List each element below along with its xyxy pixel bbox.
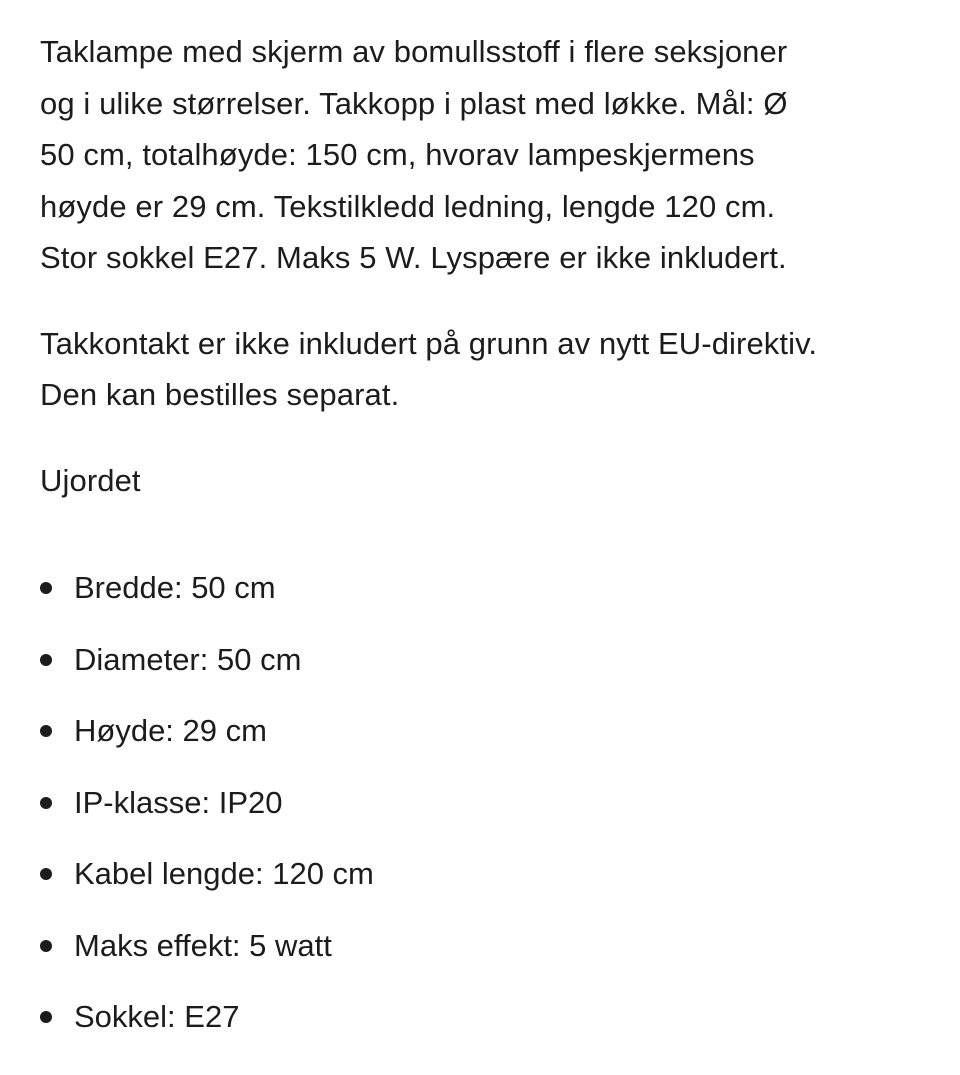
- spec-item-ip-class: [40, 777, 940, 849]
- bullet-icon: [40, 725, 52, 737]
- product-description: [40, 26, 940, 1063]
- description-line: Den kan bestilles separat.: [40, 377, 400, 412]
- description-line: Ujordet: [40, 462, 141, 498]
- bullet-icon: [40, 868, 52, 880]
- bullet-icon: [40, 654, 52, 666]
- spec-item-socket: [40, 991, 940, 1063]
- bullet-icon: [40, 1011, 52, 1023]
- spec-item-diameter: [40, 634, 940, 706]
- spec-text: Sokkel: E27: [74, 999, 240, 1034]
- spec-item-max-power: [40, 920, 940, 992]
- spec-text: Bredde: 50 cm: [74, 570, 276, 605]
- description-line: Stor sokkel E27. Maks 5 W. Lyspære er ikke inkludert.: [40, 240, 787, 275]
- spec-item-cable-length: [40, 848, 940, 920]
- spec-text: Diameter: 50 cm: [74, 641, 302, 677]
- spec-text: IP-klasse: IP20: [74, 784, 283, 820]
- description-line: Takkontakt er ikke inkludert på grunn av nytt EU-direktiv.: [40, 325, 818, 361]
- spec-item-height: [40, 705, 940, 777]
- spec-text: Maks effekt: 5 watt: [74, 927, 332, 963]
- spec-list: [40, 562, 940, 1063]
- description-line: Taklampe med skjerm av bomullsstoff i flere seksjoner: [40, 34, 788, 69]
- spec-item-width: [40, 562, 940, 634]
- description-paragraph-main: [40, 26, 940, 284]
- description-line: 50 cm, totalhøyde: 150 cm, hvorav lampeskjermens: [40, 137, 755, 172]
- description-paragraph-notice: [40, 318, 940, 421]
- description-line: høyde er 29 cm. Tekstilkledd ledning, lengde 120 cm.: [40, 188, 776, 224]
- bullet-icon: [40, 582, 52, 594]
- spec-text: Kabel lengde: 120 cm: [74, 856, 374, 891]
- description-line: og i ulike størrelser. Takkopp i plast med løkke. Mål: Ø: [40, 85, 788, 121]
- bullet-icon: [40, 940, 52, 952]
- spec-text: Høyde: 29 cm: [74, 713, 267, 748]
- description-paragraph-grounding: [40, 455, 940, 507]
- bullet-icon: [40, 797, 52, 809]
